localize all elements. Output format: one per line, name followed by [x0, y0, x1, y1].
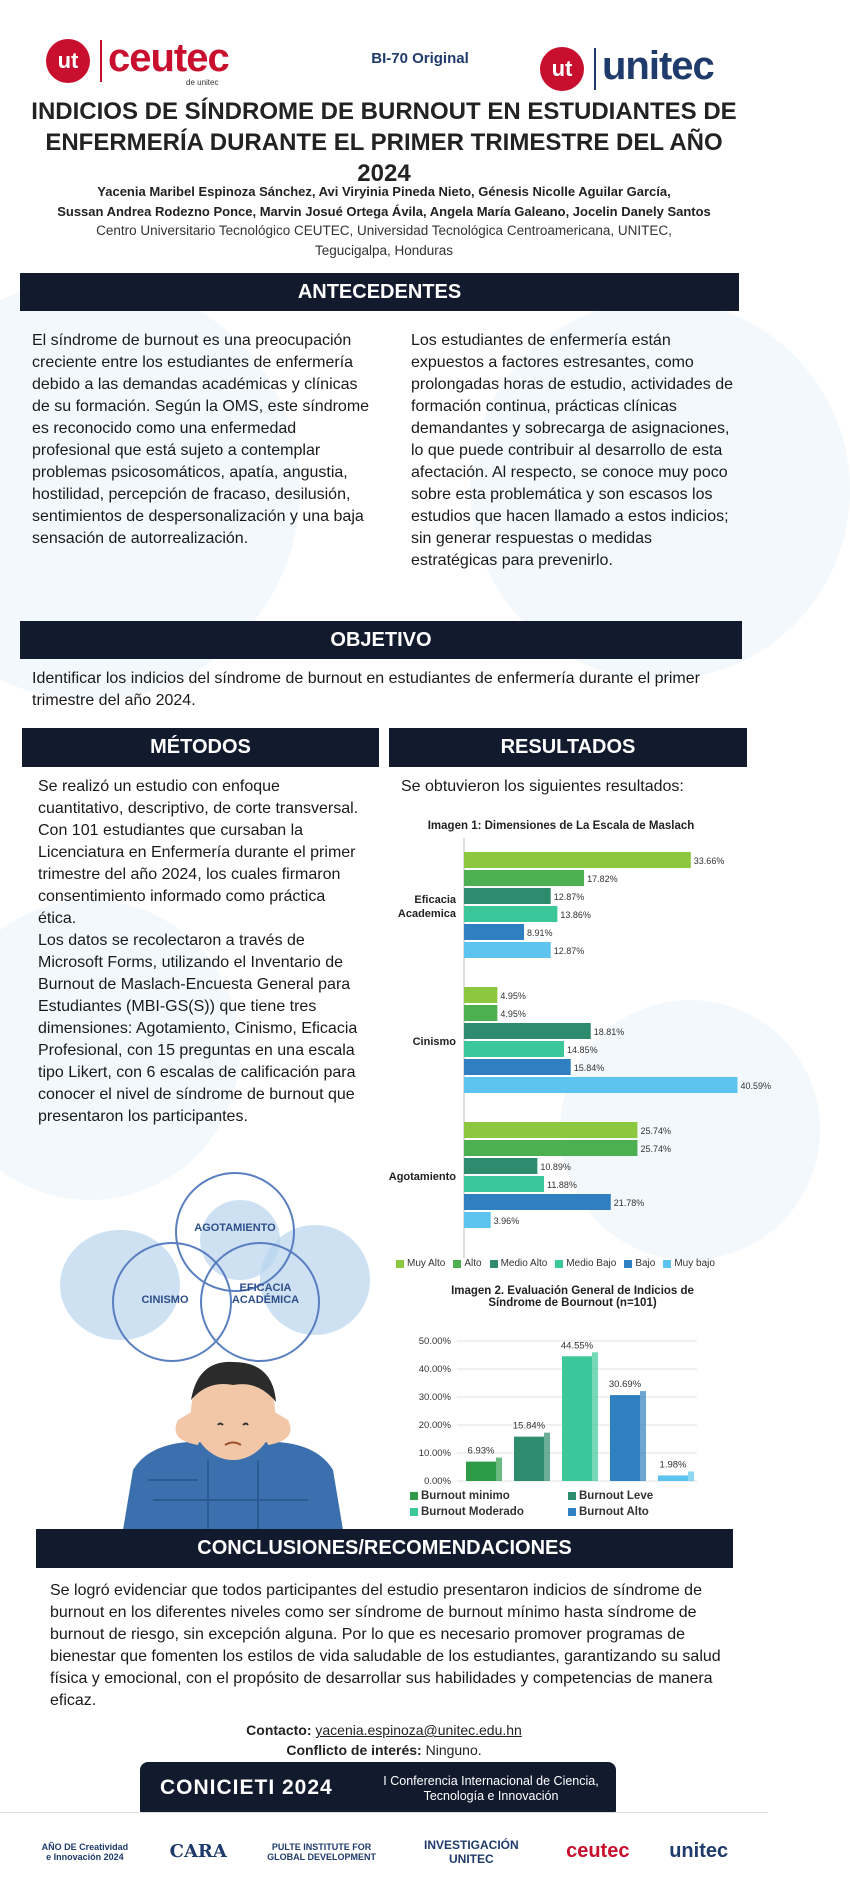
contact-email-link[interactable]: yacenia.espinoza@unitec.edu.hn: [315, 1722, 522, 1738]
legend-label: Alto: [464, 1258, 482, 1269]
bar: [464, 1122, 637, 1138]
legend-item: [624, 1258, 655, 1269]
chart-title-line: Síndrome de Bournout (n=101): [488, 1297, 657, 1309]
bar: [464, 924, 524, 940]
legend-label: Burnout Leve: [579, 1490, 654, 1502]
y-tick-label: 20.00%: [418, 1420, 451, 1431]
legend-swatch: [663, 1260, 671, 1268]
ceutec-subtitle: de unitec: [186, 78, 219, 87]
bar-depth: [496, 1458, 502, 1481]
y-tick-label: 0.00%: [424, 1476, 451, 1487]
bar: [464, 1005, 497, 1021]
legend-label: Bajo: [635, 1258, 656, 1269]
legend-item: [410, 1506, 550, 1518]
legend-swatch: [410, 1508, 418, 1516]
bar-label: 21.78%: [613, 1198, 645, 1208]
section-heading-resultados: RESULTADOS: [389, 728, 747, 767]
y-tick-label: 30.00%: [418, 1392, 451, 1403]
bar-label: 12.87%: [553, 946, 585, 956]
legend-item: [453, 1258, 481, 1269]
conference-full-name: I Conferencia Internacional de Ciencia, Tecnología e Innovación: [383, 1774, 599, 1803]
ceutec-wordmark: ceutec: [108, 36, 229, 80]
bar: [464, 1059, 571, 1075]
contact-block: [40, 1720, 728, 1760]
bar: [464, 1077, 737, 1093]
bar-label: 4.95%: [500, 1009, 526, 1019]
bar-label: 18.81%: [593, 1027, 625, 1037]
resultados-intro: Se obtuvieron los siguientes resultados:: [401, 778, 684, 795]
bar: [464, 1041, 564, 1057]
bar: [464, 1212, 491, 1228]
legend-item: [555, 1258, 616, 1269]
legend-item: [396, 1258, 445, 1269]
bar: [464, 888, 551, 904]
bar-depth: [640, 1391, 646, 1481]
category-label: Cinismo: [412, 1036, 456, 1048]
bar: [464, 870, 584, 886]
bar-label: 11.88%: [547, 1180, 577, 1190]
legend-item: [490, 1258, 548, 1269]
section-heading-metodos: MÉTODOS: [22, 728, 379, 767]
bar-label: 33.66%: [693, 856, 725, 866]
bar-label: 15.84%: [573, 1063, 605, 1073]
legend-item: [663, 1258, 715, 1269]
category-label: Agotamiento: [388, 1171, 456, 1183]
bar-label: 13.86%: [560, 910, 591, 920]
antecedentes-left-text: El síndrome de burnout es una preocupación creciente entre los estudiantes de enfermería debido a las demandas académicas y clínicas de su formación. Según la OMS, este síndrome es reconocido como una enfermedad profesional que está sujeto a contemplar problemas psicosomáticos, apatía, angustia, hostilidad, percepción de fracaso, desilusión, sentimientos de despersonalización y una baja sensación de autorrealización.: [32, 332, 370, 547]
sponsor-bar: [0, 1812, 768, 1890]
category-label: Academica: [397, 908, 456, 920]
bar-label: 15.84%: [512, 1420, 546, 1432]
chart-burnout-svg: [385, 1331, 720, 1491]
bar: [464, 906, 557, 922]
conflict-value: Ninguno.: [425, 1742, 482, 1758]
legend-label: Muy bajo: [674, 1258, 715, 1269]
bar: [464, 1140, 637, 1156]
bar-label: 1.98%: [659, 1459, 687, 1471]
sponsor-logo: INVESTIGACIÓN UNITEC: [424, 1837, 519, 1866]
legend-label: Burnout minimo: [421, 1490, 510, 1502]
sponsor-logo: AÑO DE Creatividad e Innovación 2024: [41, 1841, 129, 1862]
chart-burnout-evaluation: [405, 1285, 740, 1525]
bar-depth: [544, 1433, 550, 1481]
chart-legend: [410, 1490, 740, 1518]
sponsor-logo: PULTE INSTITUTE FOR GLOBAL DEVELOPMENT: [267, 1841, 377, 1862]
chart-maslach-dimensions: [372, 814, 772, 1284]
venn-label: EFICACIA ACADÉMICA: [231, 1282, 300, 1306]
contact-label: Contacto:: [246, 1722, 312, 1738]
section-heading-antecedentes: ANTECEDENTES: [20, 273, 739, 311]
authors: [40, 182, 728, 222]
bar-label: 6.93%: [467, 1445, 495, 1457]
venn-label: CINISMO: [141, 1294, 189, 1306]
chart-maslach-svg: [372, 838, 772, 1278]
bar: [562, 1356, 592, 1481]
bar: [466, 1462, 496, 1481]
legend-swatch: [490, 1260, 498, 1268]
legend-swatch: [453, 1260, 461, 1268]
logo-mark: ut: [540, 47, 584, 91]
affiliation: [60, 221, 708, 261]
authors-line: Yacenia Maribel Espinoza Sánchez, Avi Viryinia Pineda Nieto, Génesis Nicolle Aguilar García,: [97, 184, 671, 199]
legend-label: Muy Alto: [407, 1258, 446, 1269]
bar-label: 44.55%: [560, 1340, 594, 1352]
metodos-text: Se realizó un estudio con enfoque cuantitativo, descriptivo, de corte transversal. Con 101 estudiantes que cursaban la Licenciatura en Enfermería durante el primer trimestre del año 2024, los cuales firmaron consentimiento informado como práctica ética. Los datos se recolectaron a través de Microsoft Forms, utilizando el Inventario de Burnout de Maslach-Encuesta General para Estudiantes (MBI-GS(S)) que tiene tres dimensiones: Agotamiento, Cinismo, Eficacia Profesional, con 15 preguntas en una escala tipo Likert, con 6 escalas de calificación para conocer el nivel de síndrome de burnout que presentaron los participantes.: [38, 778, 359, 1125]
unitec-logo: [540, 44, 740, 94]
legend-item: [568, 1490, 708, 1502]
section-heading-conclusiones: CONCLUSIONES/RECOMENDACIONES: [36, 1529, 733, 1568]
bar-label: 17.82%: [587, 874, 618, 884]
venn-diagram: [100, 1172, 370, 1352]
legend-item: [568, 1506, 708, 1518]
bar-label: 10.89%: [540, 1162, 571, 1172]
legend-swatch: [396, 1260, 404, 1268]
legend-swatch: [410, 1492, 418, 1500]
title-line: INDICIOS DE SÍNDROME DE BURNOUT EN ESTUDIANTES DE: [31, 98, 737, 125]
bar-label: 12.87%: [553, 892, 585, 902]
ceutec-logo: [46, 36, 246, 86]
title-line: ENFERMERÍA DURANTE EL PRIMER TRIMESTRE DEL AÑO 2024: [45, 129, 723, 187]
logo-mark: ut: [46, 39, 90, 83]
bar: [514, 1437, 544, 1481]
bar: [610, 1395, 640, 1481]
legend-item: [410, 1490, 550, 1502]
sponsor-logo: CARA: [169, 1841, 227, 1862]
sponsor-logo: unitec: [669, 1840, 729, 1862]
legend-swatch: [624, 1260, 632, 1268]
legend-swatch: [568, 1508, 576, 1516]
y-tick-label: 40.00%: [418, 1364, 451, 1375]
stressed-student-illustration: [108, 1350, 358, 1530]
chart-title-line: Imagen 2. Evaluación General de Indicios de: [451, 1285, 694, 1297]
bar-label: 40.59%: [740, 1081, 772, 1091]
legend-label: Burnout Alto: [579, 1506, 649, 1518]
antecedentes-right-text: Los estudiantes de enfermería están expuestos a factores estresantes, como prolongadas horas de estudio, actividades de formación continua, prácticas clínicas demandantes y sobrecarga de asignaciones, lo que puede contribuir al desarrollo de esta afectación. Al respecto, se conoce muy poco sobre esta problemática y son escasos los estudios que hacen llamado a estos indicios; sin generar respuestas o medidas estratégicas para prevenirlo.: [411, 332, 733, 569]
authors-line: Sussan Andrea Rodezno Ponce, Marvin Josué Ortega Ávila, Angela María Galeano, Jocelin Danely Santos: [57, 204, 711, 219]
bar: [464, 852, 691, 868]
legend-label: Medio Bajo: [566, 1258, 617, 1269]
bar-label: 8.91%: [527, 928, 553, 938]
bar-label: 25.74%: [640, 1126, 671, 1136]
sponsor-logo: ceutec: [566, 1840, 630, 1862]
bar-label: 25.74%: [640, 1144, 671, 1154]
venn-label: AGOTAMIENTO: [194, 1222, 276, 1234]
chart-title: Imagen 1: Dimensiones de La Escala de Maslach: [427, 820, 695, 832]
bar-label: 30.69%: [608, 1379, 642, 1391]
affiliation-line: Tegucigalpa, Honduras: [314, 243, 454, 258]
y-tick-label: 50.00%: [418, 1336, 451, 1347]
bar: [464, 1194, 611, 1210]
edition-label: BI-70 Original: [371, 50, 469, 67]
conference-name: CONICIETI 2024: [160, 1776, 333, 1799]
objetivo-text: Identificar los indicios del síndrome de burnout en estudiantes de enfermería durante el primer trimestre del año 2024.: [32, 670, 700, 709]
legend-label: Burnout Moderado: [421, 1506, 524, 1518]
bar-label: 4.95%: [500, 991, 526, 1001]
legend-swatch: [568, 1492, 576, 1500]
bar-depth: [592, 1352, 598, 1481]
conflict-label: Conflicto de interés:: [286, 1742, 422, 1758]
legend-swatch: [555, 1260, 563, 1268]
affiliation-line: Centro Universitario Tecnológico CEUTEC, Universidad Tecnológica Centroamericana, UNITEC,: [96, 223, 672, 238]
bar: [464, 1176, 544, 1192]
bar: [464, 942, 551, 958]
bar: [464, 1023, 591, 1039]
poster-title: [20, 96, 748, 189]
bar-label: 3.96%: [493, 1216, 520, 1226]
conference-banner: [140, 1762, 616, 1818]
bar-depth: [688, 1471, 694, 1481]
chart-legend: [396, 1258, 746, 1269]
unitec-wordmark: unitec: [602, 44, 714, 88]
legend-label: Medio Alto: [500, 1258, 548, 1269]
bar-label: 14.85%: [567, 1045, 598, 1055]
y-tick-label: 10.00%: [418, 1448, 451, 1459]
category-label: Eficacia: [414, 894, 456, 906]
conclusiones-text: Se logró evidenciar que todos participantes del estudio presentaron indicios de síndrome de burnout en los diferentes niveles como ser síndrome de burnout mínimo hasta síndrome de burnout de riesgo, sin excepción alguna. Por lo que es necesario promover programas de bienestar que fomenten los estilos de vida saludable de los estudiantes, garantizando su salud física y emocional, con el propósito de desarrollar sus habilidades y competencias de manera eficaz.: [50, 1582, 721, 1709]
bar: [464, 1158, 537, 1174]
bar: [658, 1475, 688, 1481]
section-heading-objetivo: OBJETIVO: [20, 621, 742, 659]
chart-title: [405, 1285, 740, 1309]
bar: [464, 987, 497, 1003]
